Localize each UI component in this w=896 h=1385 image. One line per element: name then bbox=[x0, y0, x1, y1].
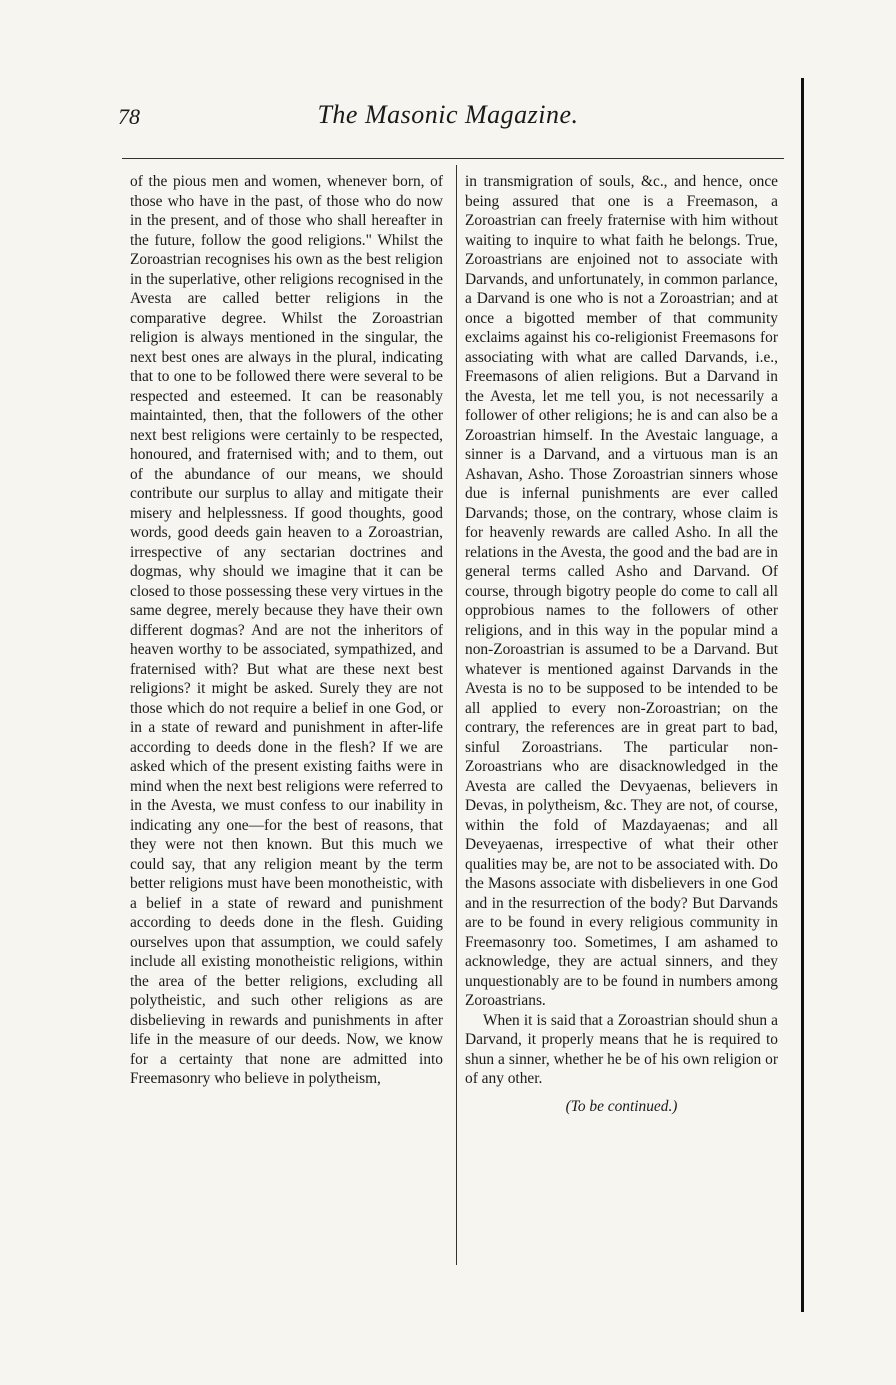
continued-note: (To be continued.) bbox=[565, 1097, 678, 1115]
running-title: The Masonic Magazine. bbox=[317, 100, 579, 129]
left-paragraph: of the pious men and women, whenever born, of those who have in the past, of those who do now in the present, and of those who shall hereafter in the future, follow the good religions." Whilst the Zoroastrian recognises his own as the best religion in the superlative, other religions recognised in the Avesta are called better religions in the comparative degree. Whilst the Zoroastrian religion is always mentioned in the singular, the next best ones are always in the plural, indicating that to one to be followed there were several to be respected and esteemed. It can be reasonably maintainted, then, that the followers of the other next best religions were certainly to be respected, honoured, and fraternised with; and to them, out of the abundance of our means, we should contribute our surplus to allay and mitigate their misery and helplessness. If good thoughts, good words, good deeds gain heaven to a Zoroastrian, irrespective of any sectarian doctrines and dogmas, why should we imagine that it can be closed to those possessing these very virtues in the same degree, merely because they have their own different dogmas? And are not the inheritors of heaven worthy to be associated, sympathized, and fraternised with? But what are these next best religions? it might be asked. Surely they are not those which do not require a belief in one God, or in a state of reward and punishment in after-life according to deeds done in the flesh? If we are asked which of the present existing faiths were in mind when the next best religions were referred to in the Avesta, we must confess to our inability in indicating any one—for the best of reasons, that they were not then known. But this much we could say, that any religion meant by the term better religions must have been monotheistic, with a belief in a state of reward and punishment according to deeds done in the flesh. Guiding ourselves upon that assumption, we could safely include all existing monotheistic religions, within the area of the better religions, excluding all polytheistic, and such other religions as are disbelieving in rewards and punishments in after life in the measure of our deeds. Now, we know for a certainty that none are admitted into Freemasonry who believe in polytheism, bbox=[130, 173, 443, 1087]
page-number: 78 bbox=[118, 104, 140, 129]
right-paragraph: in transmigration of souls, &c., and hence, once being assured that one is a Freemason, a Zoroastrian can freely fraternise with him without waiting to inquire to what faith he belongs. True, Zoroastrians are enjoined not to associate with Darvands, and unfortunately, in common parlance, a Darvand is one who is not a Zoroastrian; and at once a bigotted member of that community exclaims against his co-religionist Freemasons for associating with what are called Darvands, i.e., Freemasons of alien religions. But a Darvand in the Avesta, let me tell you, is not necessarily a follower of other religions; he is and can also be a Zoroastrian himself. In the Avestaic language, a sinner is a Darvand, and a virtuous man is an Ashavan, Asho. Those Zoroastrian sinners whose due is infernal punishments are ever called Darvands; those, on the contrary, whose claim is for heavenly rewards are called Asho. In all the relations in the Avesta, the good and the bad are in general terms called Asho and Darvand. Of course, through bigotry people do come to call all opprobious names to the followers of other religions, and in this way in the popular mind a non-Zoroastrian is assumed to be a Darvand. But whatever is mentioned against Darvands in the Avesta is no to be supposed to be intended to be all applied to every non-Zoroastrian; on the contrary, the references are in great part to bad, sinful Zoroastrians. The particular non-Zoroastrians who are disacknowledged in the Avesta are called the Devyaenas, believers in Devas, in polytheism, &c. They are not, of course, within the fold of Mazdayaenas; and all Deveyaenas, irrespective of what their other qualities may be, are not to be associated with. Do the Masons associate with disbelievers in one God and in the resurrection of the body? But Darvands are to be found in every religious community in Freemasonry too. Sometimes, I am ashamed to acknowledge, they are actual sinners, and they unquestionably are to be found in numbers among Zoroastrians. bbox=[465, 173, 778, 1009]
left-column bbox=[130, 172, 443, 1089]
right-paragraph: When it is said that a Zoroastrian should shun a Darvand, it properly means that he is required to shun a sinner, whether he be of his own religion or of any other. bbox=[465, 1011, 778, 1087]
column-rule bbox=[456, 165, 457, 1265]
header-rule bbox=[122, 158, 784, 159]
right-column bbox=[465, 172, 778, 1116]
page-edge-bar bbox=[801, 78, 804, 1312]
